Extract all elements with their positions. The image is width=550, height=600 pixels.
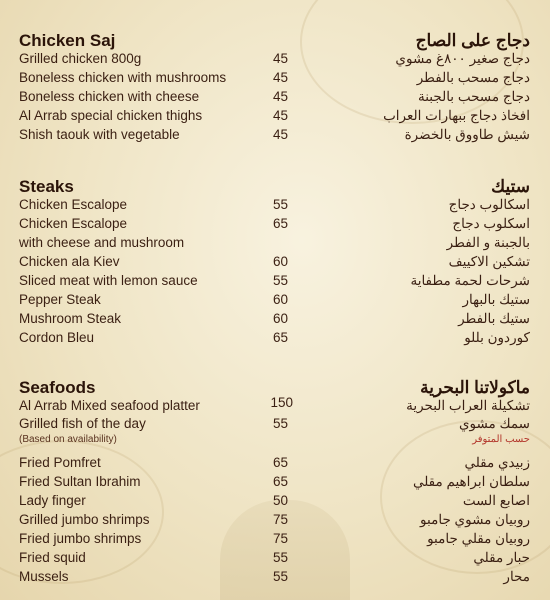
section-title-ar: ستيك (491, 177, 530, 196)
menu-item (0, 531, 550, 551)
section-title-ar: ماكولاتنا البحرية (420, 378, 530, 397)
menu-item (0, 89, 550, 109)
item-name-en: Al Arrab Mixed seafood platter (19, 398, 200, 413)
item-name-en: Chicken ala Kiev (19, 254, 120, 269)
item-price: 45 (272, 108, 288, 123)
item-name-ar: شيش طاووق بالخضرة (404, 127, 530, 142)
item-note-en: (Based on availability) (19, 434, 117, 445)
menu-item (0, 416, 550, 436)
item-price: 65 (272, 474, 288, 489)
section-title-en: Chicken Saj (19, 31, 116, 50)
item-note-ar: حسب المتوفر (472, 434, 530, 445)
menu-item (0, 474, 550, 494)
item-name-en: with cheese and mushroom (19, 235, 185, 250)
item-name-ar: ستيك بالفطر (458, 311, 530, 326)
menu-item (0, 512, 550, 532)
item-name-en: Lady finger (19, 493, 86, 508)
item-name-ar: زبيدي مقلي (464, 455, 530, 470)
item-name-en: Grilled chicken 800g (19, 51, 142, 66)
menu-item (0, 311, 550, 331)
menu-item (0, 493, 550, 513)
item-name-ar: دجاج صغير ٨٠٠غ مشوي (395, 51, 530, 66)
item-name-en: Sliced meat with lemon sauce (19, 273, 198, 288)
menu-item (0, 330, 550, 350)
item-price: 55 (272, 569, 288, 584)
item-price: 55 (272, 416, 288, 431)
item-price: 45 (272, 70, 288, 85)
item-name-ar: دجاج مسحب بالجبنة (417, 89, 530, 104)
item-name-en: Chicken Escalope (19, 197, 128, 212)
item-name-ar: اسكالوب دجاج (448, 197, 530, 212)
item-price: 65 (272, 330, 288, 345)
item-name-ar: افخاذ دجاج ببهارات العراب (383, 108, 530, 123)
item-name-en: Cordon Bleu (19, 330, 95, 345)
menu-item (0, 550, 550, 570)
item-name-ar: محار (503, 569, 530, 584)
menu-item (0, 235, 550, 255)
item-price: 60 (272, 311, 288, 326)
item-name-ar: روبيان مشوي جامبو (420, 512, 530, 527)
item-name-en: Grilled fish of the day (19, 416, 146, 431)
section-title-en: Steaks (19, 177, 74, 196)
item-price: 150 (270, 395, 293, 410)
item-name-ar: بالجبنة و الفطر (446, 235, 530, 250)
item-price: 45 (272, 51, 288, 66)
item-name-ar: سلطان ابراهيم مقلي (412, 474, 530, 489)
menu-item (0, 292, 550, 312)
item-name-ar: حبار مقلي (473, 550, 530, 565)
menu-item (0, 455, 550, 475)
item-price: 55 (272, 273, 288, 288)
item-name-en: Al Arrab special chicken thighs (19, 108, 203, 123)
item-name-en: Boneless chicken with mushrooms (19, 70, 227, 85)
menu-item (0, 273, 550, 293)
menu-item (0, 216, 550, 236)
item-name-ar: شرحات لحمة مطفاية (410, 273, 530, 288)
item-name-ar: روبيان مقلي جامبو (427, 531, 530, 546)
item-name-en: Fried Pomfret (19, 455, 101, 470)
item-price: 45 (272, 89, 288, 104)
menu-item (0, 197, 550, 217)
item-name-en: Mushroom Steak (19, 311, 122, 326)
menu-item (0, 70, 550, 90)
item-price: 55 (272, 197, 288, 212)
menu-item (0, 51, 550, 71)
item-name-en: Mussels (19, 569, 69, 584)
item-price: 65 (272, 216, 288, 231)
menu-item-note (0, 434, 550, 454)
item-name-ar: تشكيلة العراب البحرية (406, 398, 530, 413)
menu-item (0, 569, 550, 589)
item-name-en: Pepper Steak (19, 292, 101, 307)
item-price: 55 (272, 550, 288, 565)
section-title-en: Seafoods (19, 378, 96, 397)
menu-item (0, 108, 550, 128)
item-price: 75 (272, 531, 288, 546)
item-name-ar: ستيك بالبهار (462, 292, 530, 307)
item-price: 75 (272, 512, 288, 527)
item-name-ar: تشكين الاكييف (448, 254, 530, 269)
item-name-en: Fried squid (19, 550, 86, 565)
item-name-ar: سمك مشوي (458, 416, 530, 431)
item-name-ar: دجاج مسحب بالفطر (416, 70, 530, 85)
section-title-ar: دجاج على الصاج (415, 31, 530, 50)
item-price: 60 (272, 254, 288, 269)
item-name-en: Grilled jumbo shrimps (19, 512, 150, 527)
item-price: 45 (272, 127, 288, 142)
item-name-en: Shish taouk with vegetable (19, 127, 180, 142)
menu-item (0, 395, 550, 418)
item-name-ar: اصابع الست (462, 493, 530, 508)
item-name-ar: اسكلوب دجاج (452, 216, 530, 231)
item-name-ar: كوردون بللو (464, 330, 530, 345)
menu-item (0, 127, 550, 147)
item-price: 50 (272, 493, 288, 508)
item-name-en: Fried Sultan Ibrahim (19, 474, 141, 489)
item-name-en: Fried jumbo shrimps (19, 531, 142, 546)
item-name-en: Chicken Escalope (19, 216, 128, 231)
menu-item (0, 254, 550, 274)
item-name-en: Boneless chicken with cheese (19, 89, 200, 104)
item-price: 60 (272, 292, 288, 307)
item-price: 65 (272, 455, 288, 470)
